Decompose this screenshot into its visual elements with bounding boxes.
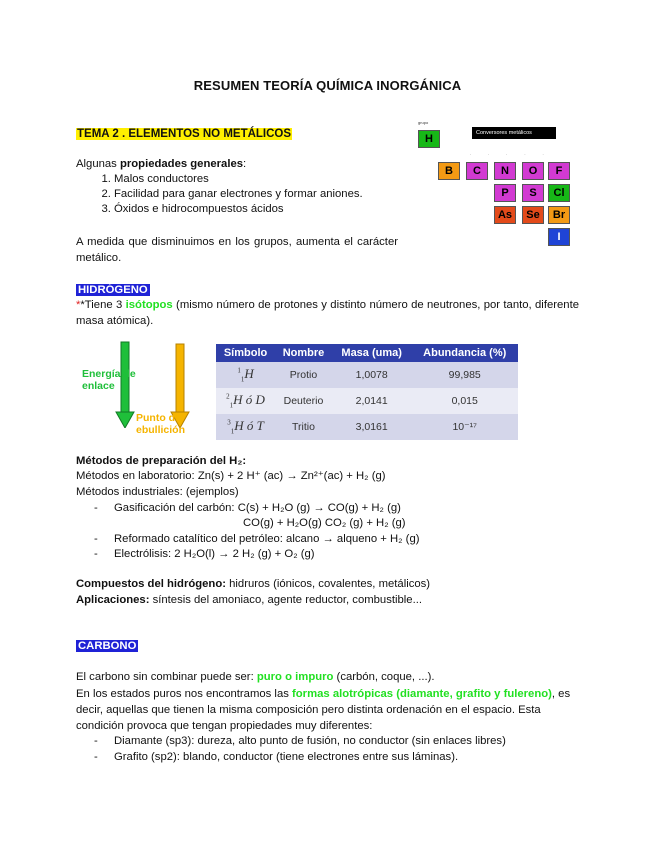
pt-group-labels: · · · · · — [470, 153, 552, 157]
green-arrow-head — [116, 412, 134, 428]
groups-paragraph: A medida que disminuimos en los grupos, aumenta el carácter metálico. — [76, 236, 398, 264]
carbono-p2-suffix: , es decir, aquellas que tienen la misma composición pero distinta ordenación en el espacio. Esta condición provoca que tengan propiedades muy diferentes: — [76, 688, 571, 732]
props-intro-bold: propiedades generales — [119, 158, 244, 170]
aplicaciones-rest: síntesis del amoniaco, agente reductor, combustible... — [149, 594, 422, 606]
row-abundance: 0,015 — [411, 388, 518, 414]
pt-cell-c: C — [466, 162, 488, 180]
grafito-item: - Grafito (sp2): blando, conductor (tiene electrones entre sus láminas). — [94, 751, 459, 763]
hidrogeno-heading-text: HIDRÓGENO — [78, 284, 148, 296]
carbono-p1-suffix: (carbón, coque, ...). — [333, 671, 435, 683]
row-mass: 3,0161 — [332, 414, 412, 440]
compuestos-rest: hidruros (iónicos, covalentes, metálicos) — [226, 578, 431, 590]
row-name: Protio — [275, 362, 332, 388]
pt-caption: Conversores metálicos — [472, 127, 556, 139]
hidrogeno-heading — [76, 283, 150, 298]
electrolisis-item: - Electrólisis: 2 H₂O(l) → 2 H₂ (g) + O₂ (g) — [94, 548, 315, 560]
diamante-item: - Diamante (sp3): dureza, alto punto de fusión, no conductor (sin enlaces libres) — [94, 735, 506, 747]
table-row — [216, 388, 518, 414]
carbono-heading — [76, 639, 138, 654]
header-abundancia: Abundancia (%) — [411, 344, 518, 362]
energia-label: Energía de enlace — [82, 368, 136, 392]
tema-heading — [76, 127, 292, 142]
row-symbol: $^2_1$H ó D — [216, 388, 275, 414]
iso-rest: (mismo número de protones y distinto número de neutrones, por tanto, diferente masa atómica). — [76, 299, 579, 327]
electrolisis-text: Electrólisis: 2 H₂O(l) → 2 H₂ (g) + O₂ (g) — [114, 548, 315, 560]
isotopos-paragraph: **Tiene 3 isótopos (mismo número de protones y distinto número de neutrones, por tanto, diferente masa atómica). — [76, 299, 579, 327]
reformado-text: Reformado catalítico del petróleo: alcano → alqueno + H₂ (g) — [114, 533, 420, 545]
pt-cell-br: Br — [548, 206, 570, 224]
aplicaciones-line — [76, 593, 422, 608]
aplicaciones-bold: Aplicaciones: — [76, 594, 150, 606]
pt-cell-h: H — [418, 130, 440, 148]
carbono-p1 — [76, 670, 435, 685]
row-symbol: $^3_1$H ó T — [216, 414, 275, 440]
pt-cell-p: P — [494, 184, 516, 202]
carbono-p2 — [76, 686, 579, 734]
diamante-text: Diamante (sp3): dureza, alto punto de fusión, no conductor (sin enlaces libres) — [114, 735, 506, 747]
metodos-heading: Métodos de preparación del H₂: — [76, 455, 247, 467]
periodic-table-figure — [410, 120, 566, 250]
row-name: Deuterio — [275, 388, 332, 414]
pt-cell-as: As — [494, 206, 516, 224]
prop-item: 1. Malos conductores — [114, 172, 414, 187]
carbono-heading-text: CARBONO — [78, 640, 137, 652]
row-abundance: 10⁻¹⁷ — [411, 414, 518, 440]
reformado-item: - Reformado catalítico del petróleo: alcano → alqueno + H₂ (g) — [94, 533, 420, 545]
props-list — [94, 172, 414, 217]
carbono-p1-green: puro o impuro — [256, 671, 334, 683]
row-mass: 2,0141 — [332, 388, 412, 414]
compuestos-line — [76, 577, 430, 592]
iso-prefix: *Tiene 3 — [80, 299, 126, 311]
ebullicion-label: Punto de ebullición — [136, 412, 186, 436]
gasificacion-text: Gasificación del carbón: C(s) + H₂O (g) → CO(g) + H₂ (g) — [114, 502, 401, 514]
pt-small-label: grupo — [418, 120, 429, 125]
iso-green: isótopos — [125, 299, 173, 311]
carbono-p2-prefix: En los estados puros nos encontramos las — [76, 688, 293, 700]
row-name: Tritio — [275, 414, 332, 440]
carbono-p1-prefix: El carbono sin combinar puede ser: — [76, 671, 257, 683]
pt-cell-o: O — [522, 162, 544, 180]
pt-cell-b: B — [438, 162, 460, 180]
pt-cell-s: S — [522, 184, 544, 202]
pt-cell-se: Se — [522, 206, 544, 224]
props-intro-suffix: : — [243, 158, 247, 170]
pt-cell-cl: Cl — [548, 184, 570, 202]
orange-arrow-shaft — [176, 344, 184, 412]
gasificacion-line2: CO(g) + H₂O(g) CO₂ (g) + H₂ (g) — [243, 517, 406, 529]
grafito-text: Grafito (sp2): blando, conductor (tiene electrones entre sus láminas). — [114, 751, 459, 763]
props-intro — [76, 157, 246, 172]
prop-item: 2. Facilidad para ganar electrones y formar aniones. — [114, 187, 414, 202]
header-masa: Masa (uma) — [332, 344, 412, 362]
prop-item: 3. Óxidos e hidrocompuestos ácidos — [114, 202, 414, 217]
isotope-table — [216, 344, 518, 440]
row-mass: 1,0078 — [332, 362, 412, 388]
table-row — [216, 362, 518, 388]
tema-heading-text: TEMA 2 . ELEMENTOS NO METÁLICOS — [77, 128, 292, 140]
pt-cell-i: I — [548, 228, 570, 246]
metodo-laboratorio: Métodos en laboratorio: Zn(s) + 2 H⁺ (ac) → Zn²⁺(ac) + H₂ (g) — [76, 470, 386, 482]
compuestos-bold: Compuestos del hidrógeno: — [76, 578, 226, 590]
gasificacion-item: - Gasificación del carbón: C(s) + H₂O (g) → CO(g) + H₂ (g) — [94, 502, 401, 514]
metodos-industriales: Métodos industriales: (ejemplos) — [76, 486, 239, 498]
header-simbolo: Símbolo — [216, 344, 275, 362]
carbono-p2-green: formas alotrópicas (diamante, grafito y fulereno) — [292, 688, 552, 700]
props-intro-prefix: Algunas — [76, 158, 120, 170]
table-row — [216, 414, 518, 440]
pt-cell-f: F — [548, 162, 570, 180]
pt-cell-n: N — [494, 162, 516, 180]
row-symbol: $^1_1$H — [216, 362, 275, 388]
row-abundance: 99,985 — [411, 362, 518, 388]
header-nombre: Nombre — [275, 344, 332, 362]
page-title: RESUMEN TEORÍA QUÍMICA INORGÁNICA — [193, 78, 462, 93]
isotope-table-header — [216, 344, 518, 362]
